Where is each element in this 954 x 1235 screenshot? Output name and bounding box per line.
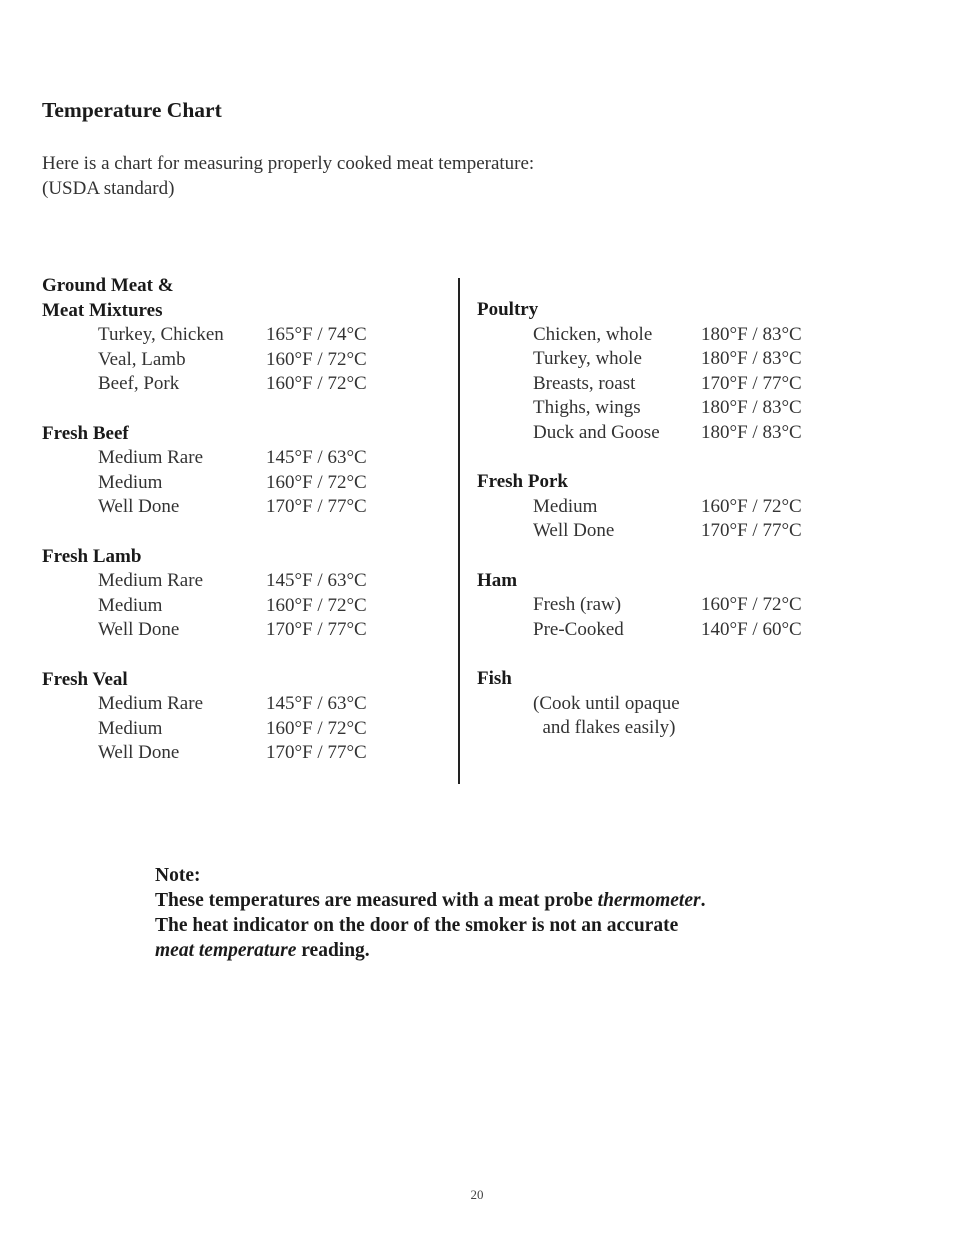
meat-temperature: 160°F / 72°C: [266, 471, 367, 493]
temperature-row: [42, 372, 367, 397]
meat-temperature: 160°F / 72°C: [701, 495, 802, 517]
intro-line: Here is a chart for measuring properly cooked meat temperature:: [42, 153, 535, 174]
meat-temperature: 160°F / 72°C: [266, 717, 367, 739]
temperature-row: [42, 594, 367, 619]
temperature-row: [42, 618, 367, 643]
group-fresh-veal: [42, 668, 367, 766]
temperature-row: [42, 471, 367, 496]
temperature-row: [477, 347, 802, 372]
page-number: 20: [470, 1187, 484, 1202]
meat-item: Medium: [98, 717, 163, 739]
group-title: Fresh Pork: [477, 471, 568, 493]
note-text: .: [700, 890, 706, 911]
meat-item: Medium: [98, 594, 163, 616]
temperature-row: [42, 495, 367, 520]
meat-temperature: 160°F / 72°C: [266, 348, 367, 370]
temperature-row: [42, 569, 367, 594]
note-emphasis: meat temperature: [155, 940, 297, 961]
left-column: [42, 274, 367, 790]
column-divider: [458, 278, 460, 784]
note-text: reading.: [296, 940, 370, 961]
meat-item: Thighs, wings: [533, 397, 641, 419]
right-column: [477, 298, 802, 765]
meat-temperature: 140°F / 60°C: [701, 618, 802, 640]
meat-temperature: 145°F / 63°C: [266, 693, 367, 715]
temperature-row: [42, 741, 367, 766]
group-ground-meat: [42, 274, 367, 397]
temperature-row: [42, 717, 367, 742]
group-fresh-lamb: [42, 545, 367, 643]
meat-temperature: 145°F / 63°C: [266, 447, 367, 469]
meat-temperature: 170°F / 77°C: [266, 496, 367, 518]
intro-line: (USDA standard): [42, 178, 175, 199]
meat-item: Turkey, Chicken: [98, 324, 224, 346]
note-line: [155, 888, 705, 913]
meat-temperature: 170°F / 77°C: [701, 520, 802, 542]
meat-temperature: 180°F / 83°C: [701, 323, 802, 345]
note-emphasis: thermometer: [597, 890, 701, 911]
temperature-row: [477, 323, 802, 348]
meat-temperature: 165°F / 74°C: [266, 324, 367, 346]
meat-item: Beef, Pork: [98, 373, 180, 395]
group-title: Poultry: [477, 299, 539, 320]
meat-item: Fresh (raw): [533, 594, 622, 616]
note-block: [155, 863, 705, 963]
meat-item: Medium: [98, 471, 163, 493]
group-title: Fresh Lamb: [42, 545, 142, 567]
meat-item: Chicken, whole: [533, 323, 653, 345]
group-poultry: [477, 298, 802, 446]
intro-text: [42, 151, 534, 201]
temperature-row: [42, 323, 367, 348]
meat-item: Medium: [533, 495, 598, 517]
group-fresh-beef: [42, 422, 367, 520]
group-ham: [477, 569, 802, 643]
group-fish: [477, 667, 680, 741]
temperature-row: [477, 593, 802, 618]
meat-item: Turkey, whole: [533, 348, 642, 370]
meat-item: Breasts, roast: [533, 372, 636, 394]
page-title: Temperature Chart: [42, 98, 222, 122]
fish-note: and flakes easily): [533, 717, 676, 739]
temperature-row: [477, 372, 802, 397]
meat-temperature: 180°F / 83°C: [701, 397, 802, 419]
meat-item: Well Done: [533, 520, 615, 542]
meat-temperature: 170°F / 77°C: [266, 742, 367, 764]
meat-temperature: 170°F / 77°C: [701, 372, 802, 394]
temperature-row: [477, 519, 802, 544]
meat-item: Well Done: [98, 742, 180, 764]
meat-temperature: 145°F / 63°C: [266, 570, 367, 592]
temperature-row: [477, 618, 802, 643]
meat-temperature: 180°F / 83°C: [701, 421, 802, 443]
temperature-row: [477, 396, 802, 421]
note-label: Note:: [155, 865, 201, 886]
meat-item: Well Done: [98, 619, 180, 641]
group-title: Fresh Veal: [42, 668, 128, 690]
group-title: Fish: [477, 667, 512, 689]
group-title: Ham: [477, 569, 518, 591]
temperature-row: [477, 495, 802, 520]
group-title: Meat Mixtures: [42, 299, 163, 321]
meat-temperature: 180°F / 83°C: [701, 348, 802, 370]
meat-temperature: 160°F / 72°C: [266, 594, 367, 616]
meat-temperature: 160°F / 72°C: [701, 594, 802, 616]
temperature-row: [42, 692, 367, 717]
note-line: [155, 938, 705, 963]
meat-item: Medium Rare: [98, 693, 204, 715]
meat-temperature: 160°F / 72°C: [266, 373, 367, 395]
group-title: Ground Meat &: [42, 275, 174, 296]
meat-item: Duck and Goose: [533, 421, 660, 443]
group-title: Fresh Beef: [42, 422, 129, 444]
note-text: These temperatures are measured with a meat probe: [155, 890, 598, 911]
meat-item: Veal, Lamb: [98, 348, 186, 370]
meat-temperature: 170°F / 77°C: [266, 619, 367, 641]
meat-item: Medium Rare: [98, 447, 204, 469]
meat-item: Medium Rare: [98, 570, 204, 592]
group-fresh-pork: [477, 470, 802, 544]
temperature-row: [42, 348, 367, 373]
note-line: The heat indicator on the door of the smoker is not an accurate: [155, 915, 679, 936]
temperature-row: [42, 446, 367, 471]
temperature-row: [477, 421, 802, 446]
meat-item: Well Done: [98, 496, 180, 518]
fish-note: (Cook until opaque: [533, 692, 680, 714]
meat-item: Pre-Cooked: [533, 618, 624, 640]
